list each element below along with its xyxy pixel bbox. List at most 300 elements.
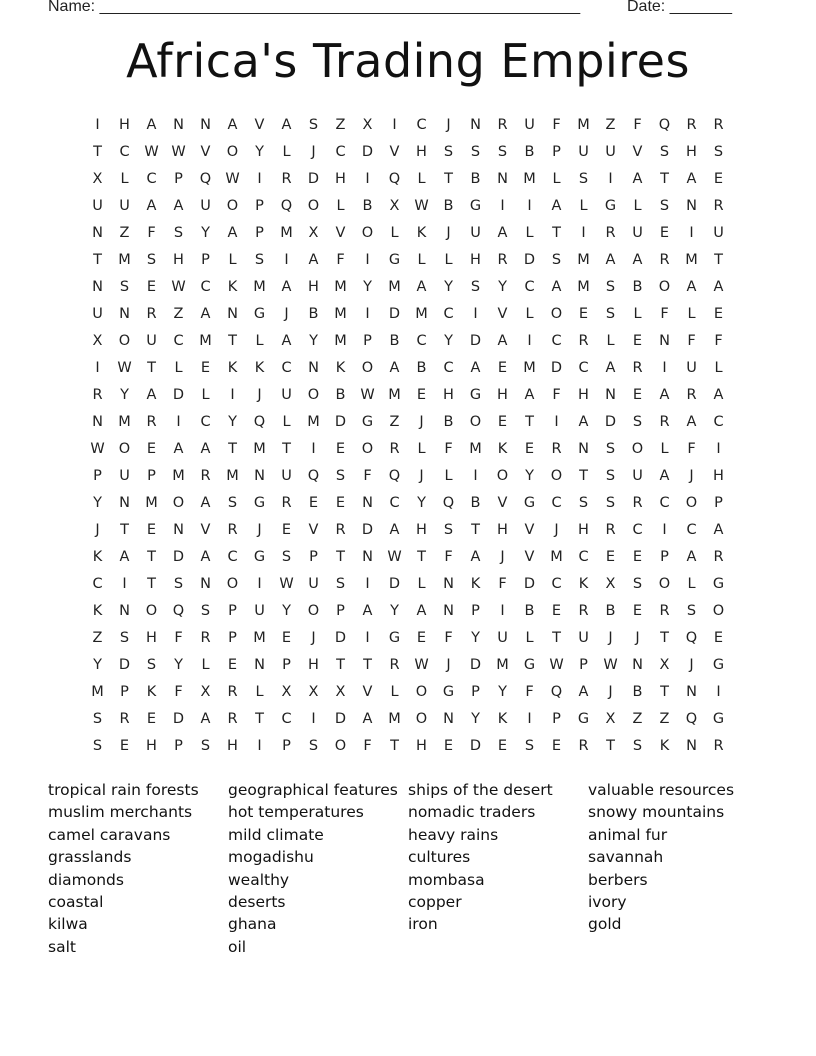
grid-letter: M [226,467,239,484]
grid-letter: P [579,656,588,673]
word-list-item: kilwa [48,915,88,934]
grid-letter: B [308,305,319,322]
grid-letter: E [578,305,589,322]
grid-letter: K [92,602,103,619]
grid-letter: V [497,305,508,322]
grid-letter: G [469,386,482,403]
grid-letter: T [147,359,156,376]
grid-letter: I [473,305,478,322]
grid-letter: I [473,467,478,484]
grid-letter: K [227,359,238,376]
grid-letter: T [552,629,561,646]
grid-letter: D [388,575,401,592]
grid-letter: I [122,575,127,592]
grid-letter: E [632,548,643,565]
grid-letter: C [443,359,454,376]
grid-letter: A [497,224,508,241]
grid-letter: T [714,251,723,268]
grid-letter: C [443,305,454,322]
grid-letter: E [443,737,454,754]
grid-letter: W [90,440,105,457]
word-list-item: animal fur [588,825,668,844]
grid-letter: W [414,197,429,214]
grid-letter: R [389,656,400,673]
grid-letter: S [308,116,319,133]
grid-letter: R [146,413,157,430]
grid-letter: R [713,737,724,754]
grid-letter: Y [282,602,291,619]
grid-letter: R [551,440,562,457]
grid-letter: D [307,170,320,187]
word-list-item: mombasa [408,870,485,889]
grid-letter: R [686,386,697,403]
grid-letter: A [551,197,562,214]
grid-letter: S [605,278,616,295]
grid-letter: V [254,116,265,133]
grid-letter: O [415,710,428,727]
grid-letter: G [577,710,590,727]
grid-letter: A [578,683,589,700]
grid-letter: Q [442,494,455,511]
grid-letter: B [632,683,643,700]
grid-letter: C [713,413,724,430]
grid-letter: A [605,359,616,376]
grid-letter: W [387,548,402,565]
grid-letter: Q [199,170,212,187]
grid-letter: A [200,494,211,511]
grid-letter: T [660,683,669,700]
grid-letter: H [497,386,508,403]
grid-letter: E [281,629,292,646]
grid-letter: J [635,629,640,646]
grid-letter: E [227,656,238,673]
grid-letter: S [281,548,292,565]
grid-letter: E [551,737,562,754]
grid-letter: K [470,575,481,592]
grid-letter: O [226,143,239,160]
grid-letter: R [659,251,670,268]
grid-letter: L [552,170,561,187]
grid-letter: M [415,305,428,322]
grid-letter: M [469,440,482,457]
grid-letter: A [686,278,697,295]
grid-letter: F [687,440,696,457]
grid-letter: A [686,413,697,430]
grid-letter: G [253,305,266,322]
grid-letter: E [119,737,130,754]
grid-letter: N [200,116,211,133]
word-column [588,779,768,958]
grid-letter: Y [471,710,480,727]
grid-letter: S [308,737,319,754]
grid-letter: K [92,548,103,565]
grid-letter: C [551,332,562,349]
grid-letter: S [146,656,157,673]
grid-letter: R [281,170,292,187]
grid-letter: J [311,629,316,646]
grid-letter: U [632,224,643,241]
grid-letter: P [363,332,372,349]
grid-letter: S [92,710,103,727]
grid-letter: L [417,170,426,187]
grid-letter: Y [498,683,507,700]
grid-letter: F [714,332,723,349]
word-list-item: geographical features [228,781,398,799]
grid-letter: M [145,494,158,511]
grid-letter: P [309,548,318,565]
grid-letter: E [146,278,157,295]
grid-letter: L [714,359,723,376]
grid-letter: P [714,494,723,511]
grid-letter: T [255,710,264,727]
grid-letter: A [173,197,184,214]
grid-letter: E [281,521,292,538]
grid-letter: Z [605,116,616,133]
grid-letter: T [93,143,102,160]
grid-letter: P [282,656,291,673]
grid-letter: S [632,575,643,592]
grid-letter: Z [389,413,400,430]
grid-letter: A [389,359,400,376]
grid-letter: O [469,413,482,430]
grid-letter: S [605,440,616,457]
grid-letter: D [523,575,536,592]
word-list-item: hot temperatures [228,803,364,822]
grid-letter: N [443,602,454,619]
grid-letter: B [524,143,535,160]
grid-letter: N [659,332,670,349]
grid-letter: X [92,332,103,349]
grid-letter: P [147,467,156,484]
grid-letter: I [527,710,532,727]
grid-letter: Q [685,629,698,646]
grid-letter: Y [363,278,372,295]
grid-letter: M [550,548,563,565]
grid-letter: H [119,116,130,133]
grid-letter: T [93,251,102,268]
grid-letter: J [446,224,451,241]
grid-letter: C [686,521,697,538]
grid-letter: S [470,278,481,295]
grid-letter: C [281,710,292,727]
grid-letter: A [659,467,670,484]
grid-letter: M [253,629,266,646]
grid-letter: I [554,413,559,430]
grid-letter: A [227,116,238,133]
grid-letter: I [392,116,397,133]
grid-letter: L [282,413,291,430]
grid-letter: A [578,413,589,430]
grid-letter: M [388,710,401,727]
grid-letter: A [470,359,481,376]
grid-letter: N [443,710,454,727]
grid-letter: D [334,413,347,430]
grid-letter: S [578,170,589,187]
grid-letter: U [281,467,292,484]
grid-letter: U [254,602,265,619]
grid-letter: J [554,521,559,538]
grid-letter: D [604,413,617,430]
grid-letter: S [119,629,130,646]
grid-letter: G [712,710,725,727]
grid-letter: Y [255,143,264,160]
grid-letter: S [497,143,508,160]
word-list-item: berbers [588,870,648,889]
grid-letter: M [280,224,293,241]
grid-letter: A [281,332,292,349]
grid-letter: N [308,359,319,376]
grid-letter: P [93,467,102,484]
grid-letter: B [443,197,454,214]
grid-letter: N [686,683,697,700]
grid-letter: W [603,656,618,673]
grid-letter: A [416,278,427,295]
grid-letter: A [146,116,157,133]
grid-letter: D [361,521,374,538]
grid-letter: M [172,467,185,484]
grid-letter: B [470,170,481,187]
grid-letter: L [633,197,642,214]
grid-letter: K [659,737,670,754]
grid-letter: A [551,278,562,295]
grid-letter: E [632,332,643,349]
grid-letter: C [416,116,427,133]
grid-letter: S [119,278,130,295]
grid-letter: N [362,548,373,565]
grid-letter: Y [471,629,480,646]
grid-letter: I [365,251,370,268]
grid-letter: J [95,521,100,538]
grid-letter: O [550,305,563,322]
grid-letter: Z [173,305,184,322]
grid-letter: N [605,386,616,403]
grid-letter: Z [335,116,346,133]
grid-letter: I [176,413,181,430]
grid-letter: A [497,332,508,349]
grid-letter: E [146,521,157,538]
grid-letter: R [389,440,400,457]
grid-letter: P [255,197,264,214]
grid-letter: L [336,197,345,214]
grid-letter: X [659,656,670,673]
grid-letter: P [174,737,183,754]
grid-letter: A [200,305,211,322]
grid-letter: J [446,656,451,673]
grid-letter: H [308,278,319,295]
grid-letter: X [605,710,616,727]
grid-letter: N [173,116,184,133]
grid-letter: O [118,440,131,457]
grid-letter: N [119,494,130,511]
grid-letter: I [716,440,721,457]
grid-letter: N [686,737,697,754]
grid-letter: M [307,413,320,430]
grid-letter: M [388,386,401,403]
grid-letter: V [362,683,373,700]
grid-letter: W [279,575,294,592]
grid-letter: N [227,305,238,322]
grid-letter: K [146,683,157,700]
grid-letter: U [119,197,130,214]
grid-letter: J [689,656,694,673]
grid-letter: Y [93,656,102,673]
grid-letter: C [659,494,670,511]
grid-letter: O [415,683,428,700]
grid-letter: R [227,521,238,538]
grid-letter: X [200,683,211,700]
grid-letter: A [200,548,211,565]
grid-letter: H [470,251,481,268]
grid-letter: W [225,170,240,187]
grid-letter: P [228,629,237,646]
grid-letter: A [416,602,427,619]
grid-letter: A [713,521,724,538]
grid-letter: J [689,467,694,484]
grid-letter: O [631,440,644,457]
grid-letter: U [578,143,589,160]
grid-letter: B [389,332,400,349]
grid-letter: H [713,467,724,484]
grid-letter: K [335,359,346,376]
grid-letter: Q [172,602,185,619]
grid-letter: U [632,467,643,484]
grid-letter: X [281,683,292,700]
grid-letter: N [254,656,265,673]
grid-letter: L [660,440,669,457]
grid-letter: L [390,683,399,700]
grid-letter: C [632,521,643,538]
grid-letter: H [227,737,238,754]
grid-letter: I [716,683,721,700]
grid-letter: S [173,224,184,241]
grid-letter: E [146,440,157,457]
grid-letter: F [174,683,183,700]
grid-letter: V [524,521,535,538]
grid-letter: C [551,494,562,511]
grid-letter: G [523,494,536,511]
word-list-item: nomadic traders [408,803,536,822]
word-list-item: valuable resources [588,781,735,799]
word-list-item: iron [408,915,438,934]
grid-letter: A [200,440,211,457]
grid-letter: E [200,359,211,376]
grid-letter: H [146,629,157,646]
word-list-item: gold [588,915,622,934]
grid-letter: O [307,197,320,214]
grid-letter: E [713,170,724,187]
grid-letter: F [687,332,696,349]
grid-letter: F [174,629,183,646]
grid-letter: T [282,440,291,457]
grid-letter: J [500,548,505,565]
grid-letter: H [497,521,508,538]
grid-letter: G [442,683,455,700]
grid-letter: E [497,413,508,430]
grid-letter: S [173,575,184,592]
grid-letter: E [146,710,157,727]
grid-letter: L [525,305,534,322]
grid-letter: R [335,521,346,538]
grid-letter: I [527,332,532,349]
grid-letter: O [361,224,374,241]
word-list-item: heavy rains [408,825,499,844]
grid-letter: L [417,251,426,268]
grid-letter: R [659,413,670,430]
grid-letter: S [146,251,157,268]
grid-letter: L [255,683,264,700]
grid-letter: A [605,251,616,268]
grid-letter: Y [120,386,129,403]
grid-letter: F [660,305,669,322]
grid-letter: P [201,251,210,268]
grid-letter: V [497,494,508,511]
grid-letter: V [524,548,535,565]
grid-letter: N [92,278,103,295]
grid-letter: A [713,386,724,403]
grid-letter: D [388,305,401,322]
grid-letter: N [119,602,130,619]
grid-letter: T [417,548,426,565]
grid-letter: W [171,278,186,295]
grid-letter: Z [659,710,670,727]
grid-letter: Y [444,332,453,349]
grid-letter: E [632,386,643,403]
grid-letter: I [500,602,505,619]
grid-letter: U [92,197,103,214]
grid-letter: I [662,521,667,538]
grid-letter: K [227,278,238,295]
grid-letter: C [578,548,589,565]
word-list-item: coastal [48,893,104,912]
grid-letter: A [173,440,184,457]
grid-letter: R [227,683,238,700]
grid-letter: U [524,116,535,133]
grid-letter: G [361,413,374,430]
grid-letter: E [497,359,508,376]
grid-letter: I [95,116,100,133]
grid-letter: E [605,548,616,565]
grid-letter: U [470,224,481,241]
grid-letter: V [632,143,643,160]
word-list-item: deserts [228,893,286,912]
grid-letter: H [443,386,454,403]
grid-letter: Q [550,683,563,700]
grid-letter: F [363,467,372,484]
grid-letter: O [226,575,239,592]
grid-letter: W [144,143,159,160]
grid-letter: C [551,575,562,592]
grid-letter: Y [498,278,507,295]
grid-letter: F [498,575,507,592]
grid-letter: D [172,710,185,727]
grid-letter: X [605,575,616,592]
grid-letter: F [552,116,561,133]
grid-letter: M [523,359,536,376]
grid-letter: T [147,575,156,592]
grid-letter: I [311,710,316,727]
grid-letter: M [577,116,590,133]
grid-letter: L [687,305,696,322]
grid-letter: A [659,386,670,403]
grid-letter: U [713,224,724,241]
grid-letter: E [713,305,724,322]
grid-letter: S [254,251,265,268]
grid-letter: J [257,386,262,403]
grid-letter: A [146,197,157,214]
grid-letter: Y [228,413,237,430]
grid-letter: T [120,521,129,538]
grid-letter: R [92,386,103,403]
